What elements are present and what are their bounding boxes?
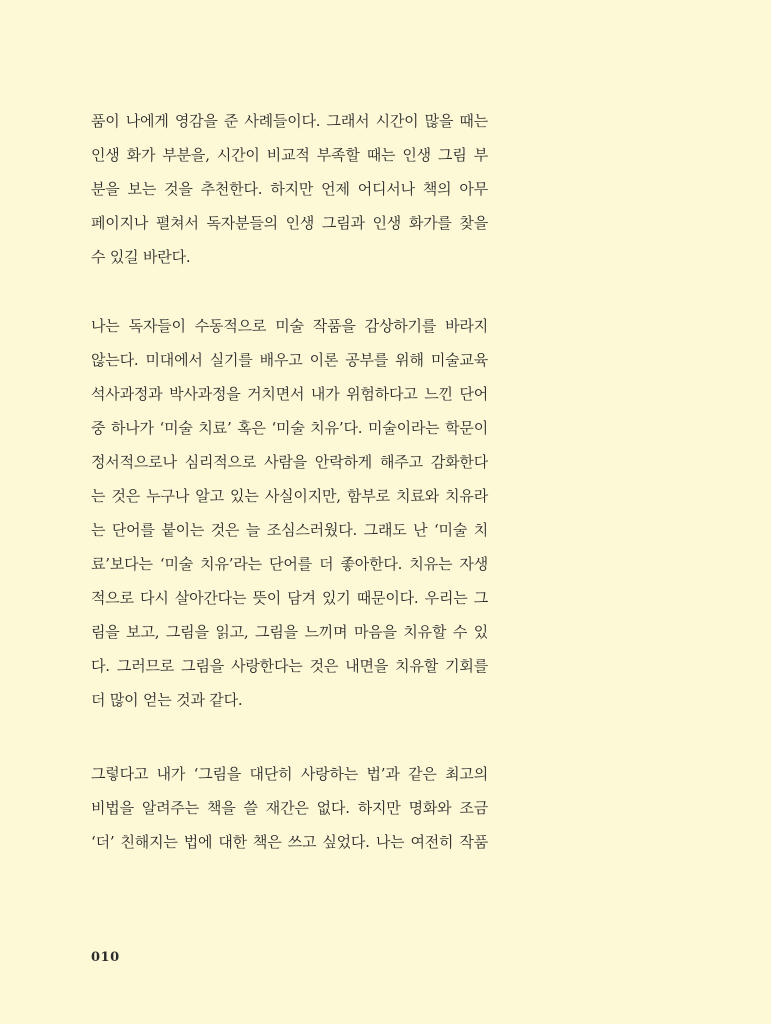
text-line: 분을 보는 것을 추천한다. 하지만 언제 어디서나 책의 아무 — [91, 180, 488, 198]
paragraph-2 — [91, 309, 488, 717]
text-line: 나는 독자들이 수동적으로 미술 작품을 감상하기를 바라지 — [91, 317, 488, 335]
text-line: 비법을 알려주는 책을 쓸 재간은 없다. 하지만 명화와 조금 — [91, 799, 488, 817]
text-line: 페이지나 펼쳐서 독자분들의 인생 그림과 인생 화가를 찾을 — [91, 214, 488, 232]
text-line: ‘더’ 친해지는 법에 대한 책은 쓰고 싶었다. 나는 여전히 작품 — [91, 833, 488, 851]
text-line: 품이 나에게 영감을 준 사례들이다. 그래서 시간이 많을 때는 — [91, 112, 488, 130]
text-line: 다. 그러므로 그림을 사랑한다는 것은 내면을 치유할 기회를 — [91, 657, 488, 675]
paragraph-3 — [91, 757, 488, 859]
page-number: 010 — [91, 950, 120, 965]
text-line: 는 것은 누구나 알고 있는 사실이지만, 함부로 치료와 치유라 — [91, 487, 488, 505]
text-line: 더 많이 얻는 것과 같다. — [91, 691, 243, 709]
text-line: 않는다. 미대에서 실기를 배우고 이론 공부를 위해 미술교육 — [91, 351, 488, 369]
text-line: 정서적으로나 심리적으로 사람을 안락하게 해주고 감화한다 — [91, 453, 488, 471]
text-line: 료’보다는 ‘미술 치유’라는 단어를 더 좋아한다. 치유는 자생 — [91, 555, 488, 573]
text-line: 림을 보고, 그림을 읽고, 그림을 느끼며 마음을 치유할 수 있 — [91, 623, 488, 641]
text-line: 는 단어를 붙이는 것은 늘 조심스러웠다. 그래도 난 ‘미술 치 — [91, 521, 488, 539]
paragraph-1 — [91, 104, 488, 274]
text-line: 중 하나가 ‘미술 치료’ 혹은 ‘미술 치유’다. 미술이라는 학문이 — [91, 419, 488, 437]
text-line: 인생 화가 부분을, 시간이 비교적 부족할 때는 인생 그림 부 — [91, 146, 488, 164]
text-line: 수 있길 바란다. — [91, 248, 191, 266]
text-line: 그렇다고 내가 ‘그림을 대단히 사랑하는 법’과 같은 최고의 — [91, 765, 488, 783]
text-line: 석사과정과 박사과정을 거치면서 내가 위험하다고 느낀 단어 — [91, 385, 488, 403]
text-line: 적으로 다시 살아간다는 뜻이 담겨 있기 때문이다. 우리는 그 — [91, 589, 488, 607]
